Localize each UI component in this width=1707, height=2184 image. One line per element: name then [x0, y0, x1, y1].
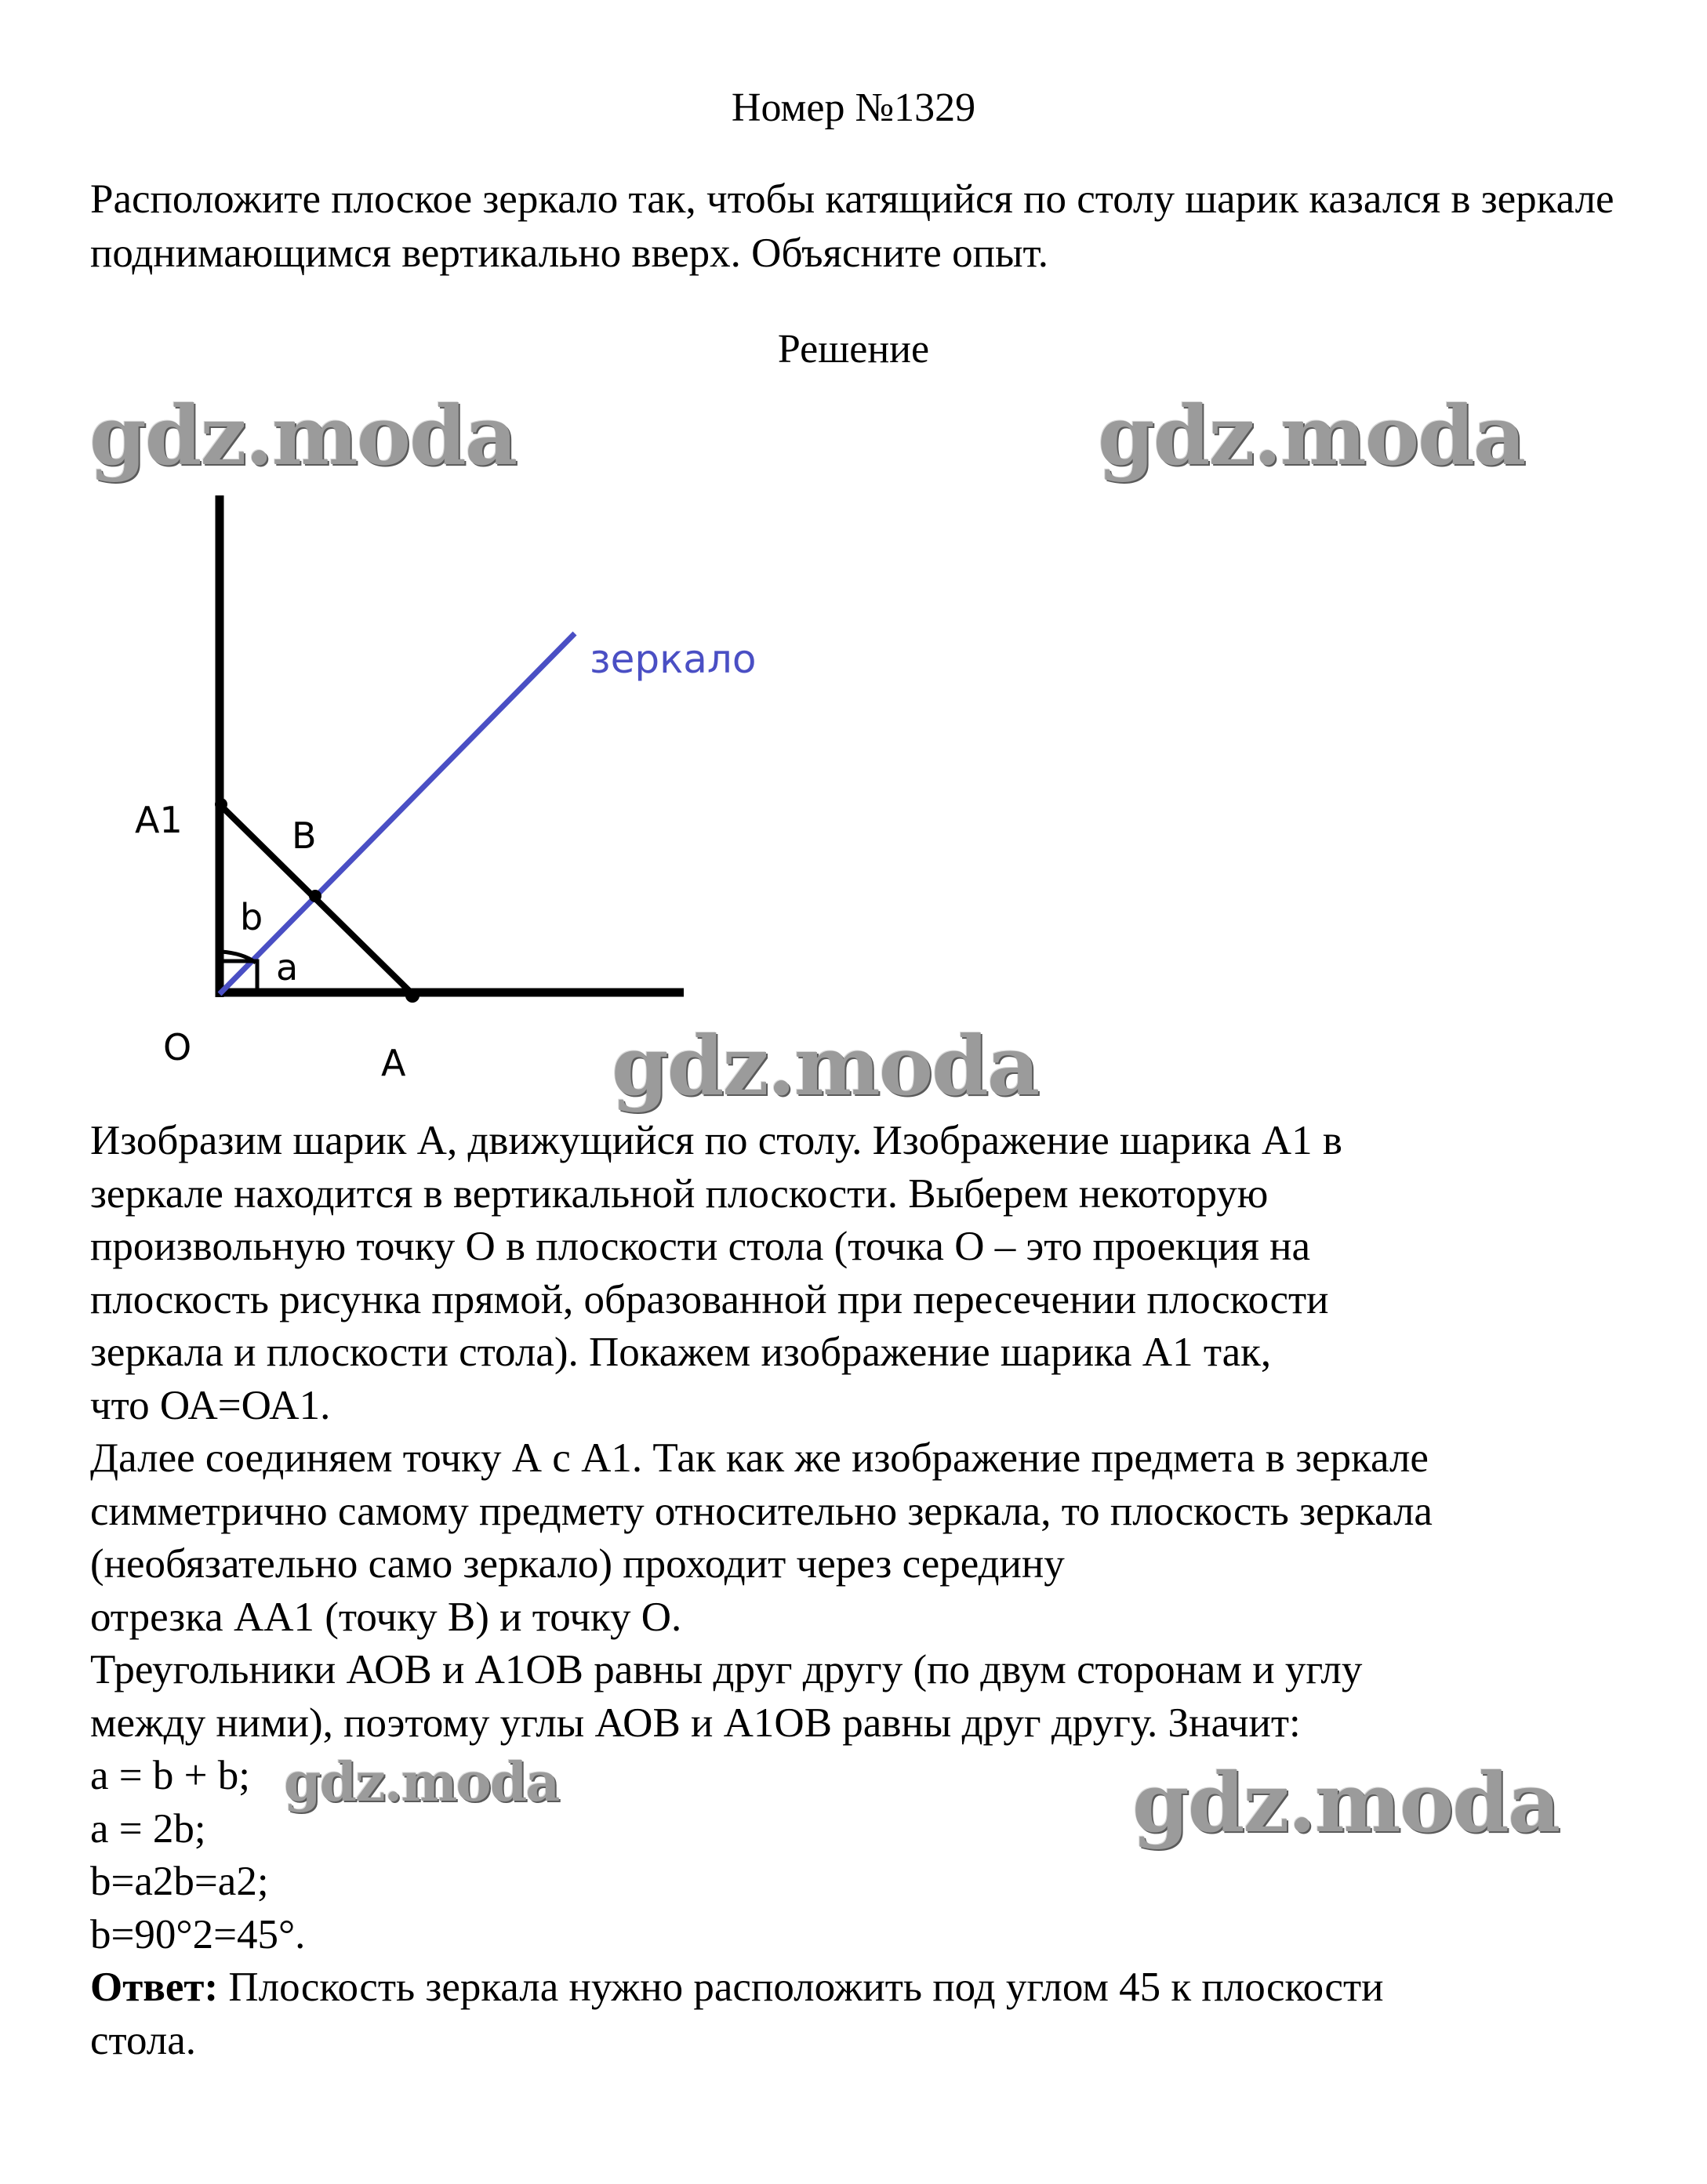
body-line: что ОА=ОА1. [90, 1382, 331, 1428]
answer-line [90, 1961, 1666, 2015]
point-a [405, 989, 419, 1003]
body-line: Изобразим шарик А, движущийся по столу. Изображение шарика А1 в [90, 1118, 1342, 1163]
label-b-angle: b [240, 896, 263, 938]
mirror-label: зеркало [590, 637, 757, 682]
body-line: симметрично самому предмету относительно зеркала, то плоскость зеркала [90, 1488, 1433, 1534]
body-line: отрезка АА1 (точку В) и точку О. [90, 1594, 682, 1640]
body-line: Треугольники АОВ и А1ОВ равны друг другу (по двум сторонам и углу [90, 1647, 1363, 1692]
body-line: зеркала и плоскости стола). Покажем изображение шарика А1 так, [90, 1330, 1272, 1375]
label-b-point: B [292, 814, 317, 857]
watermark: gdz.moda [1132, 1754, 1560, 1851]
formula-line: a = b + b; [90, 1753, 251, 1798]
label-a-angle: a [276, 946, 299, 989]
label-a-point: A [381, 1042, 406, 1084]
problem-title: Номер №1329 [731, 85, 976, 130]
formula-line: b=90°2=45°. [90, 1911, 306, 1957]
answer-line-2: стола. [90, 2017, 197, 2063]
mirror-line[interactable] [220, 633, 575, 994]
solution-body [90, 1115, 1666, 2067]
task-statement: Расположите плоское зеркало так, чтобы катящийся по столу шарик казался в зеркале поднимающимся вертикально вверх. Объясните опыт. [90, 176, 1614, 276]
formula-line: b=a2b=a2; [90, 1859, 269, 1904]
watermark: gdz.moda [284, 1751, 559, 1814]
watermark: gdz.moda [612, 1018, 1039, 1114]
point-b [309, 890, 321, 902]
body-line: Далее соединяем точку А с А1. Так как же изображение предмета в зеркале [90, 1435, 1429, 1481]
answer-label: Ответ: [90, 1965, 219, 2010]
solution-heading: Решение [777, 327, 930, 372]
watermark: gdz.moda [1098, 387, 1525, 484]
answer-text: Плоскость зеркала нужно расположить под углом 45 к плоскости [218, 1965, 1384, 2010]
formula-line: a = 2b; [90, 1805, 206, 1852]
body-line: плоскость рисунка прямой, образованной при пересечении плоскости [90, 1276, 1329, 1322]
point-a1 [215, 798, 227, 811]
body-line: между ними), поэтому углы АОВ и А1ОВ равны друг другу. Значит: [90, 1700, 1301, 1746]
body-line: произвольную точку О в плоскости стола (точка О – это проекция на [90, 1224, 1310, 1269]
body-line: зеркале находится в вертикальной плоскости. Выберем некоторую [90, 1170, 1269, 1217]
body-line: (необязательно само зеркало) проходит через середину [90, 1541, 1065, 1587]
label-o: O [163, 1026, 192, 1068]
label-a1: A1 [135, 799, 183, 841]
watermark: gdz.moda [89, 387, 517, 484]
